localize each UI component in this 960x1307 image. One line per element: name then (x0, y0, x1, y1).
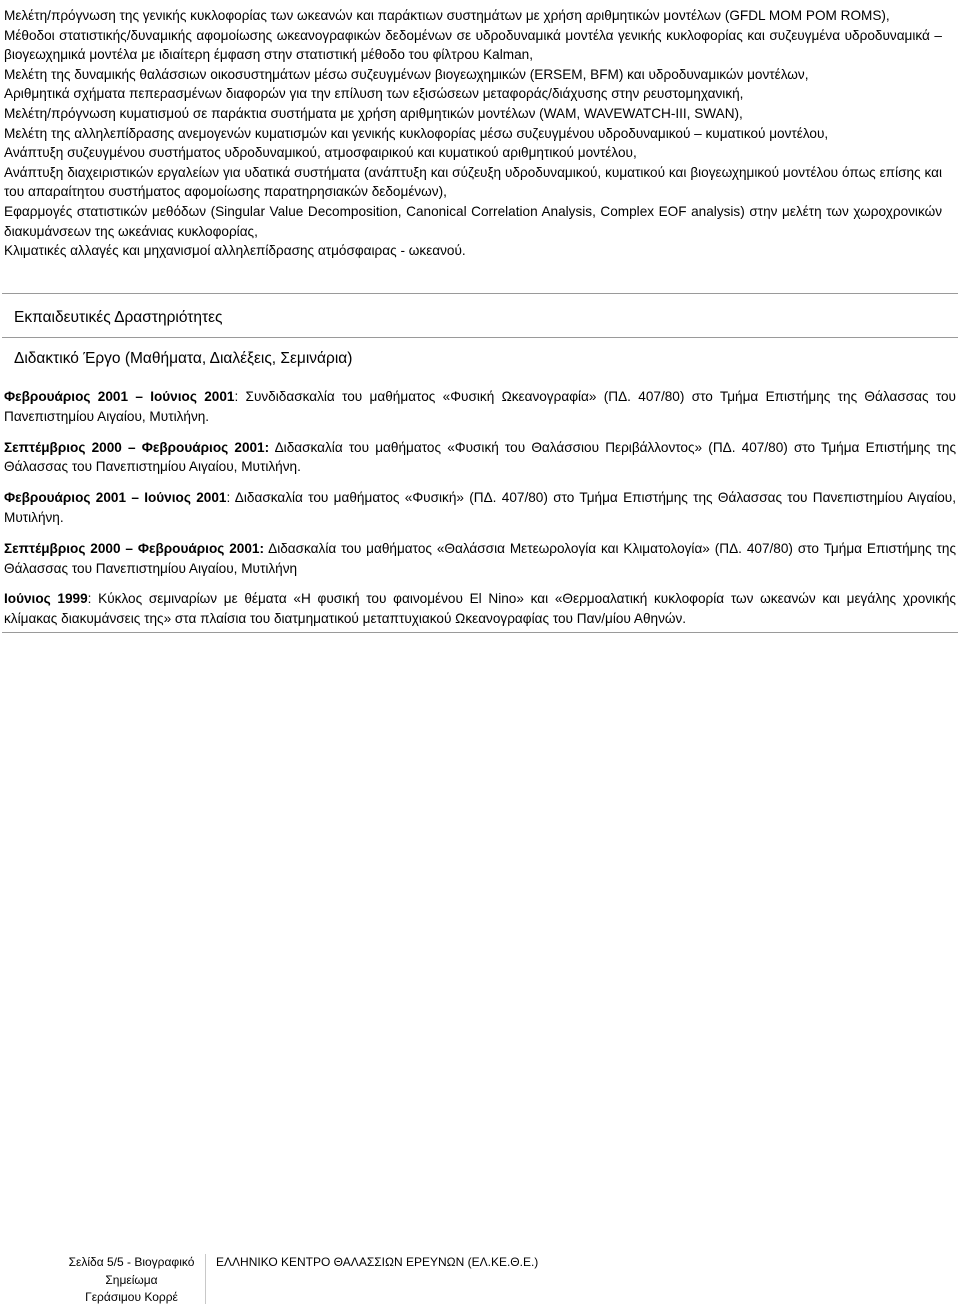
subsection-title: Διδακτικό Έργο (Μαθήματα, Διαλέξεις, Σεμινάρια) (14, 350, 353, 367)
teaching-item (4, 438, 956, 478)
research-item: Ανάπτυξη διαχειριστικών εργαλείων για υδατικά συστήματα (ανάπτυξη και σύζευξη υδροδυναμικού, κυματικού και βιογεωχημικού μοντέλου όπως επίσης και του απαραίτητου συστήματος αφομοίωσης παρατηρησιακών δεδομένων), (4, 164, 942, 200)
research-item: Μελέτη/πρόγνωση της γενικής κυκλοφορίας των ωκεανών και παράκτιων συστημάτων με χρήση αριθμητικών μοντέλων (GFDL MOM POM ROMS), (4, 8, 890, 23)
teaching-list (4, 387, 956, 640)
footer-organization: ΕΛΛΗΝΙΚΟ ΚΕΝΤΡΟ ΘΑΛΑΣΣΙΩΝ ΕΡΕΥΝΩΝ (ΕΛ.ΚΕ.Θ.Ε.) (216, 1255, 539, 1269)
research-item: Μέθοδοι στατιστικής/δυναμικής αφομοίωσης ωκεανογραφικών δεδομένων σε υδροδυναμικά μοντέλα γενικής κυκλοφορίας και συζευγμένα υδροδυναμικά – βιογεωχημικά μοντέλα με ιδιαίτερη έμφαση στην στατιστική μέθοδο του φίλτρου Kalman, (4, 27, 942, 63)
teaching-item-text: Διδασκαλία του μαθήματος «Θαλάσσια Μετεωρολογία και Κλιματολογία» (ΠΔ. 407/80) στο Τμήμα Επιστήμης της Θάλασσας του Πανεπιστημίου Αιγαίου, Μυτιλήνη (4, 540, 956, 576)
teaching-item-date: Σεπτέμβριος 2000 – Φεβρουάριος 2001: (4, 439, 270, 455)
teaching-item (4, 488, 956, 528)
footer-page-line: Σελίδα 5/5 - Βιογραφικό (68, 1255, 195, 1269)
teaching-item (4, 539, 956, 579)
research-item: Μελέτη/πρόγνωση κυματισμού σε παράκτια συστήματα με χρήση αριθμητικών μοντέλων (WAM, WAVEWATCH-III, SWAN), (4, 105, 743, 121)
research-item: Μελέτη της δυναμικής θαλάσσιων οικοσυστημάτων μέσω συζευγμένων βιογεωχημικών (ERSEM, BFM) και υδροδυναμικών μοντέλων, (4, 66, 809, 82)
research-interests-list (4, 6, 942, 261)
research-item: Ανάπτυξη συζευγμένου συστήματος υδροδυναμικού, ατμοσφαιρικού και κυματικού αριθμητικού μοντέλου, (4, 145, 637, 161)
teaching-item-date: Φεβρουάριος 2001 – Ιούνιος 2001 (4, 490, 227, 506)
footer-page-info (58, 1254, 205, 1307)
teaching-item-text: : Συνδιδασκαλία του μαθήματος «Φυσική Ωκεανογραφία» (ΠΔ. 407/80) στο Τμήμα Επιστήμης της Θάλασσας του Πανεπιστημίου Αιγαίου, Μυτιλήνη. (4, 389, 956, 424)
research-item: Κλιματικές αλλαγές και μηχανισμοί αλληλεπίδρασης ατμόσφαιρας - ωκεανού. (4, 243, 466, 259)
footer-divider (205, 1254, 206, 1304)
teaching-item-date: Ιούνιος 1999 (4, 591, 88, 607)
teaching-item-text: Διδασκαλία του μαθήματος «Φυσική του Θαλάσσιου Περιβάλλοντος» (ΠΔ. 407/80) στο Τμήμα Επιστήμης της Θάλασσας του Πανεπιστημίου Αιγαίου, Μυτιλήνη. (4, 439, 956, 475)
teaching-item (4, 589, 956, 629)
teaching-item-date: Φεβρουάριος 2001 – Ιούνιος 2001 (4, 389, 235, 404)
teaching-item (4, 387, 956, 427)
research-item: Μελέτη της αλληλεπίδρασης ανεμογενών κυματισμών και γενικής κυκλοφορίας μέσω συζευγμένου υδροδυναμικού – κυματικού μοντέλου, (4, 125, 829, 141)
teaching-item-date: Σεπτέμβριος 2000 – Φεβρουάριος 2001: (4, 540, 264, 556)
footer-page-line: Σημείωμα (105, 1272, 158, 1287)
section-divider (2, 293, 958, 294)
subsection-divider (2, 337, 958, 338)
research-item: Εφαρμογές στατιστικών μεθόδων (Singular Value Decomposition, Canonical Correlation Analysis, Complex EOF analysis) στην μελέτη των χωροχρονικών διακυμάνσεων της ωκεάνιας κυκλοφορίας, (4, 203, 942, 239)
teaching-item-text: : Κύκλος σεμιναρίων με θέματα «Η φυσική του φαινομένου El Nino» και «Θερμοαλατική κυκλοφορία των ωκεανών και μεγάλης χρονικής κλίμακας διακυμάνσεις της» στα πλαίσια του διατμηματικού μεταπτυχιακού Ωκεανογραφίας του Παν/μίου Αθηνών. (4, 591, 956, 627)
section-title: Εκπαιδευτικές Δραστηριότητες (14, 309, 223, 326)
content-end-divider (2, 632, 958, 633)
teaching-item-text: : Διδασκαλία του μαθήματος «Φυσική» (ΠΔ. 407/80) στο Τμήμα Επιστήμης της Θάλασσας του Πανεπιστημίου Αιγαίου, Μυτιλήνη. (4, 490, 956, 525)
footer-page-line: Γεράσιμου Κορρέ (85, 1290, 178, 1304)
research-item: Αριθμητικά σχήματα πεπερασμένων διαφορών για την επίλυση των εξισώσεων μεταφοράς/διάχυσης στην ρευστομηχανική, (4, 86, 744, 102)
